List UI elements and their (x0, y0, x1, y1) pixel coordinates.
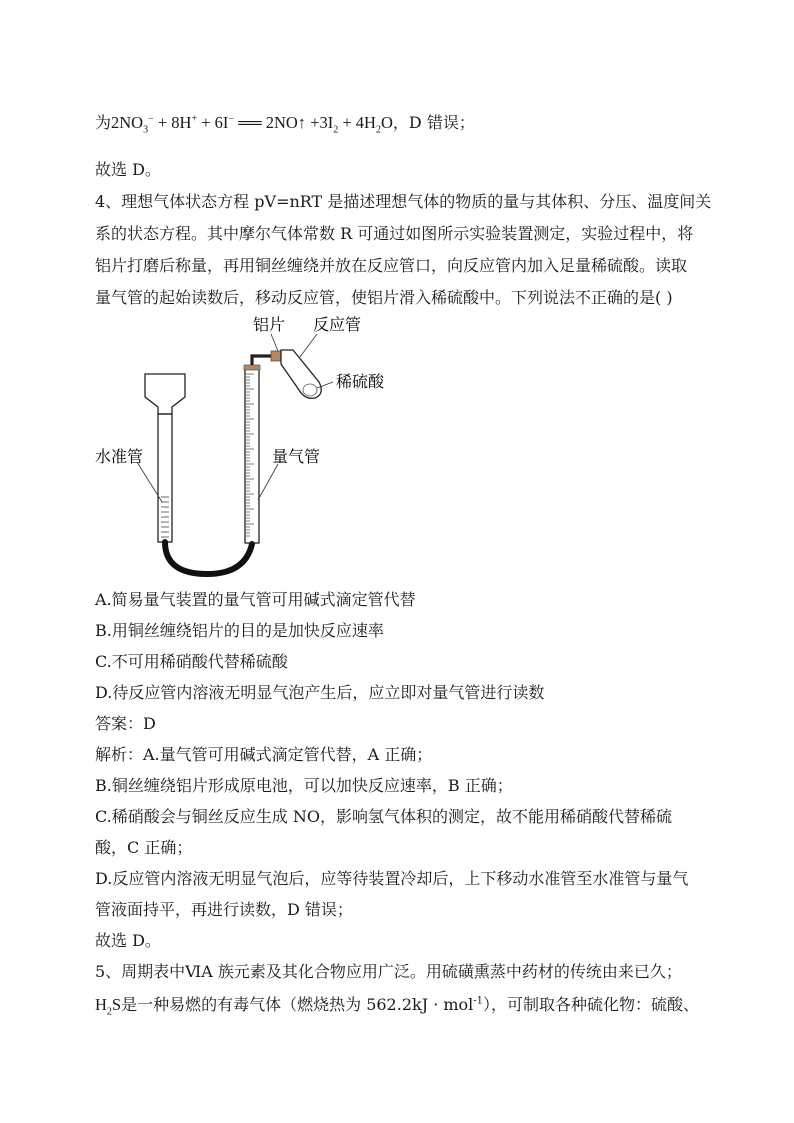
water-tube-liquid-marks (161, 497, 169, 537)
q4-intro-line-2: 系的状态方程。其中摩尔气体常数 R 可通过如图所示实验装置测定，实验过程中，将 (95, 224, 694, 243)
aluminum-leader-line (271, 334, 278, 351)
q4-analysis-d-line-2: 管液面持平，再进行读数，D 错误； (95, 900, 353, 919)
q4-analysis-b: B.铜丝缠绕铝片形成原电池，可以加快反应速率，B 正确； (95, 776, 513, 795)
burette-stopper (244, 365, 260, 370)
chemical-equation: $2NO_3^- + 8H^+ + 6I^-$ ══ 2NO↑ $+3I_2 + 4H_2O$ (111, 113, 393, 136)
rubber-hose-shape (165, 542, 252, 574)
q4-analysis-a: 解析：A.量气管可用碱式滴定管代替，A 正确； (95, 745, 433, 764)
q4-analysis-d-line-1: D.反应管内溶液无明显气泡后，应等待装置冷却后，上下移动水准管至水准管与量气 (95, 869, 689, 888)
gas-measurement-apparatus-diagram (95, 312, 415, 577)
prev-conclusion: 故选 D。 (95, 160, 161, 179)
reaction-tube-leader-line (300, 334, 317, 357)
q4-intro-line-1: 4、理想气体状态方程 pV=nRT 是描述理想气体的物质的量与其体积、分压、温度间关 (95, 192, 712, 211)
label-water-tube: 水准管 (95, 447, 144, 466)
equation-suffix: ，D 错误； (392, 113, 475, 132)
aluminum-foil-piece (271, 351, 281, 361)
label-reaction-tube: 反应管 (313, 315, 362, 334)
q4-intro-line-3: 铝片打磨后称量，再用铜丝缠绕并放在反应管口，向反应管内加入足量稀硫酸。读取 (95, 256, 688, 275)
q4-intro-line-4: 量气管的起始读数后，移动反应管，使铝片滑入稀硫酸中。下列说法不正确的是( ) (95, 288, 673, 307)
q4-option-c: C.不可用稀硝酸代替稀硫酸 (95, 652, 288, 671)
q4-analysis-c-line-1: C.稀硝酸会与铜丝反应生成 NO，影响氢气体积的测定，故不能用稀硝酸代替稀硫 (95, 807, 672, 826)
water-leveling-tube-shape (158, 414, 172, 542)
q4-option-b: B.用铜丝缠绕铝片的目的是加快反应速率 (95, 621, 384, 640)
funnel-shape (145, 374, 185, 414)
q4-conclusion: 故选 D。 (95, 931, 161, 950)
h2s-formula: $H_2S$ (95, 995, 122, 1018)
label-gas-tube: 量气管 (272, 447, 321, 466)
q5-line-2: $H_2S$是一种易燃的有毒气体（燃烧热为 562.2kJ · mol$^{-1}$），可制取各种硫化物：硫酸、 (95, 995, 700, 1018)
label-dilute-acid: 稀硫酸 (336, 372, 385, 391)
label-aluminum: 铝片 (253, 315, 286, 334)
q4-analysis-c-line-2: 酸，C 正确； (95, 838, 193, 857)
dilute-acid-liquid (303, 384, 317, 396)
q4-option-d: D.待反应管内溶液无明显气泡产生后，应立即对量气管进行读数 (95, 683, 545, 702)
reaction-tube-shape (281, 350, 321, 398)
gas-tube-leader-line (258, 464, 278, 500)
equation-prefix: 为 (95, 113, 112, 132)
equation-line (95, 113, 475, 136)
q4-option-a: A.简易量气装置的量气管可用碱式滴定管代替 (95, 590, 416, 609)
q5-line-1: 5、周期表中ⅥA 族元素及其化合物应用广泛。用硫磺熏蒸中药材的传统由来已久； (95, 962, 682, 981)
q4-answer: 答案：D (95, 714, 156, 733)
burette-scale-ticks (246, 374, 254, 536)
